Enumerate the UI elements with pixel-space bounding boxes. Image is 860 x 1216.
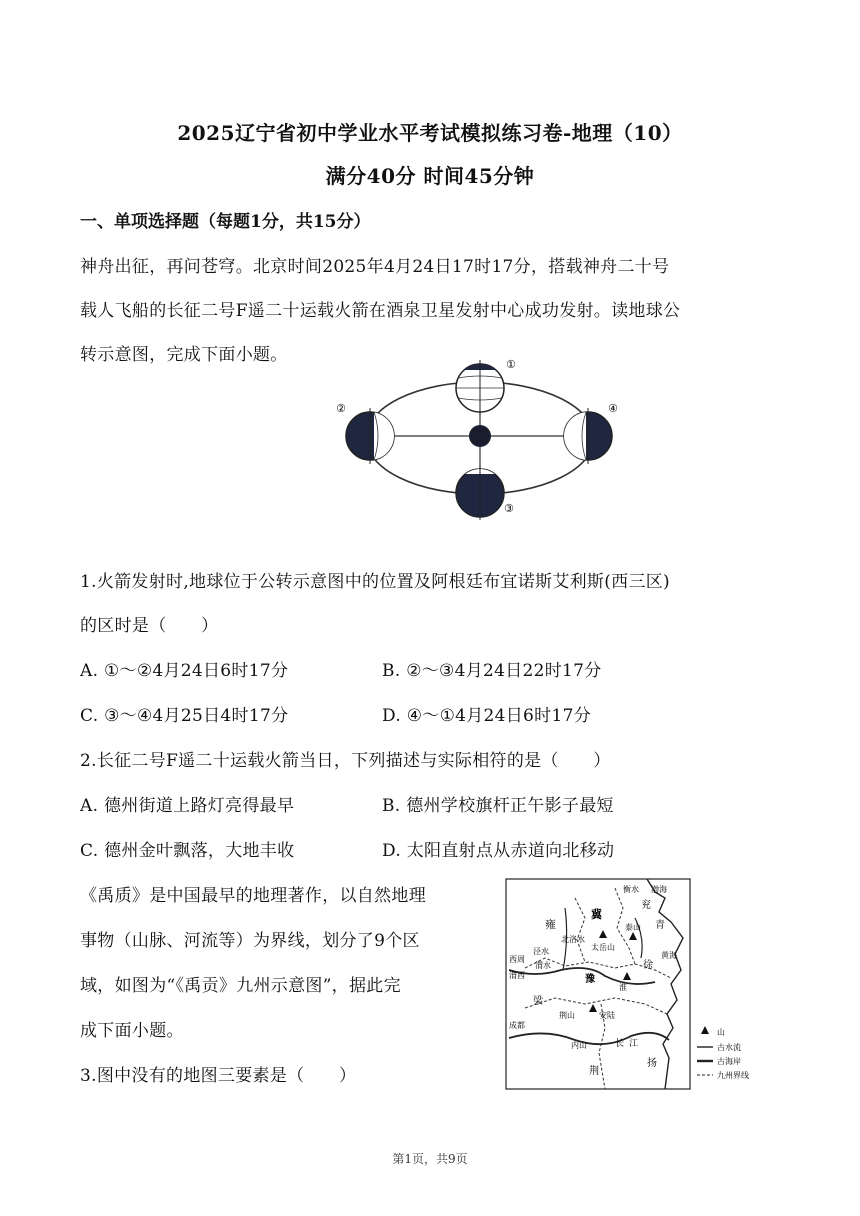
q1-stem-line-1: 1.火箭发射时,地球位于公转示意图中的位置及阿根廷布宜诺斯艾利斯(西三区) (80, 572, 670, 592)
svg-text:古海岸: 古海岸 (717, 1057, 741, 1066)
intro-line-3: 转示意图，完成下面小题。 (80, 345, 288, 365)
svg-text:西周: 西周 (509, 955, 525, 964)
exam-title: 2025辽宁省初中学业水平考试模拟练习卷-地理（10） (177, 121, 683, 145)
nine-provinces-map (505, 878, 790, 1090)
svg-text:冀: 冀 (591, 908, 602, 921)
q1-option-d: D. ④～①4月24日6时17分 (382, 706, 592, 726)
sun-icon (469, 425, 491, 447)
svg-text:内山: 内山 (571, 1041, 587, 1050)
svg-text:兖: 兖 (641, 900, 651, 911)
svg-text:淮: 淮 (619, 983, 627, 992)
svg-text:古水流: 古水流 (717, 1043, 741, 1052)
q2-stem: 2.长征二号F遥二十运载火箭当日，下列描述与实际相符的是（ ） (80, 751, 611, 771)
svg-text:北洛水: 北洛水 (561, 935, 585, 944)
q2-option-d: D. 太阳直射点从赤道向北移动 (382, 841, 615, 861)
earth-position-4-icon (564, 408, 612, 464)
page-footer: 第1页，共9页 (392, 1152, 468, 1166)
section-heading: 一、单项选择题（每题1分，共15分） (80, 212, 371, 232)
mark-2: ② (336, 402, 346, 415)
passage2-line-1: 《禹质》是中国最早的地理著作，以自然地理 (80, 886, 426, 906)
earth-orbit-diagram (330, 350, 630, 520)
svg-text:雍: 雍 (545, 918, 556, 931)
q2-option-b: B. 德州学校旗杆正午影子最短 (382, 796, 614, 816)
svg-text:泾水: 泾水 (533, 947, 549, 956)
svg-text:成都: 成都 (509, 1021, 525, 1030)
svg-text:渤海: 渤海 (651, 885, 667, 894)
svg-text:泰山: 泰山 (625, 923, 641, 932)
intro-line-1: 神舟出征，再问苍穹。北京时间2025年4月24日17时17分，搭载神舟二十号 (80, 257, 670, 277)
svg-text:荆山: 荆山 (559, 1011, 575, 1020)
svg-text:徐: 徐 (643, 960, 653, 971)
svg-text:渭西: 渭西 (509, 971, 525, 980)
mark-3: ③ (504, 502, 514, 515)
passage2-line-2: 事物（山脉、河流等）为界线，划分了9个区 (80, 931, 420, 951)
q1-option-c: C. ③～④4月25日4时17分 (80, 706, 289, 726)
svg-text:长: 长 (615, 1039, 625, 1049)
svg-text:青: 青 (655, 920, 665, 931)
svg-text:山: 山 (717, 1028, 725, 1037)
earth-position-2-icon (346, 408, 398, 464)
svg-text:豫: 豫 (585, 974, 595, 985)
svg-text:扬: 扬 (647, 1058, 657, 1069)
svg-text:衡水: 衡水 (623, 885, 639, 894)
earth-position-3-icon (456, 465, 504, 520)
svg-text:荆: 荆 (589, 1066, 599, 1077)
passage2-line-4: 成下面小题。 (80, 1021, 184, 1041)
exam-subtitle: 满分40分 时间45分钟 (325, 164, 535, 188)
q2-option-a: A. 德州街道上路灯亮得最早 (80, 796, 295, 816)
earth-position-1-icon (456, 360, 504, 416)
q1-stem-line-2: 的区时是（ ） (80, 616, 219, 636)
q1-option-a: A. ①～②4月24日6时17分 (80, 661, 289, 681)
mark-1: ① (506, 358, 516, 371)
svg-text:渭水: 渭水 (535, 961, 551, 970)
intro-line-2: 载人飞船的长征二号F遥二十运载火箭在酒泉卫星发射中心成功发射。读地球公 (80, 301, 681, 321)
passage2-line-3: 域，如图为“《禹贡》九州示意图”，据此完 (80, 976, 401, 996)
svg-text:九州界线: 九州界线 (717, 1071, 749, 1080)
svg-text:黄海: 黄海 (661, 951, 677, 960)
svg-text:太岳山: 太岳山 (591, 943, 615, 952)
map-legend (697, 1026, 749, 1080)
svg-text:梁: 梁 (533, 996, 543, 1007)
q1-option-b: B. ②～③4月24日22时17分 (382, 661, 602, 681)
q2-option-c: C. 德州金叶飘落，大地丰收 (80, 841, 295, 861)
svg-text:安陆: 安陆 (599, 1011, 615, 1020)
svg-text:江: 江 (629, 1039, 639, 1049)
mark-4: ④ (608, 402, 618, 415)
q3-stem: 3.图中没有的地图三要素是（ ） (80, 1066, 357, 1086)
